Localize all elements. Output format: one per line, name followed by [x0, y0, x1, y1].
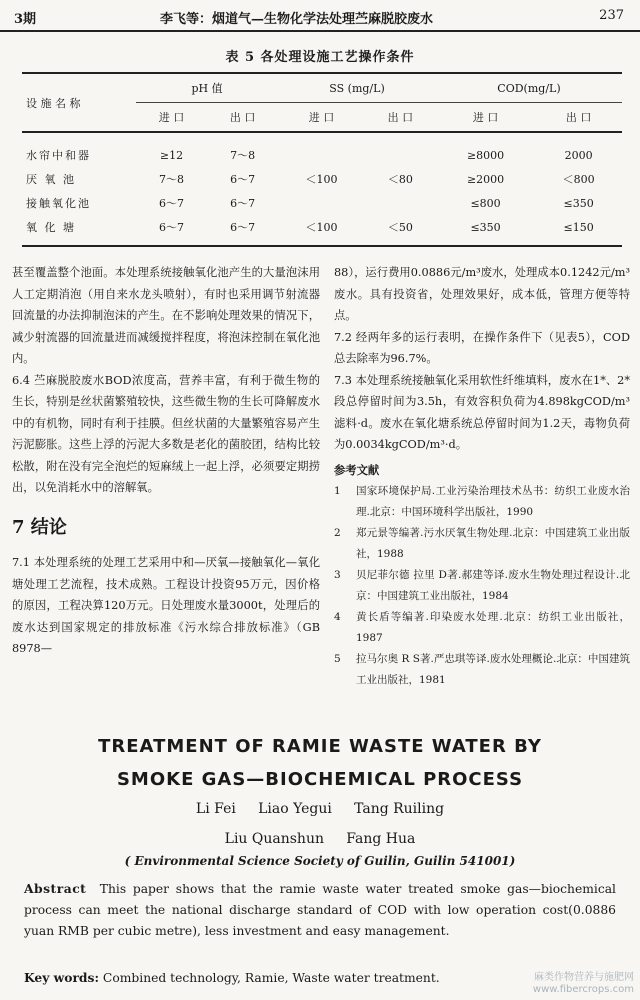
list-item [334, 607, 630, 649]
cell: 7～8 [230, 149, 256, 162]
body-paragraph: 88），运行费用0.0886元/m³废水，处理成本0.1242元/m³废水。具有投资省，处理效果好，成本低，管理方便等特点。 [334, 266, 630, 322]
body-paragraph: 甚至覆盖整个池面。本处理系统接触氧化池产生的大量泡沫用人工定期消泡（用自来水龙头喷射），有时也采用调节射流器回流量的办法抑制泡沫的产生。在不影响处理效果的情况下，减少射流器的回流量进而减缓搅拌程度，将泡沫控制在氧化池内。 [12, 266, 320, 365]
watermark [533, 972, 634, 996]
reference-text: 拉马尔奥 R S著.严忠琪等译.废水处理概论.北京：中国建筑工业出版社，1981 [356, 653, 630, 686]
col-header-cod: COD(mg/L) [436, 73, 622, 103]
watermark-line: www.fibercrops.com [532, 984, 634, 995]
reference-text: 黄长盾等编著.印染废水处理.北京：纺织工业出版社，1987 [356, 611, 630, 644]
cell: 厌 氧 池 [26, 173, 76, 186]
operating-conditions-table [22, 72, 622, 247]
reference-number: 2 [334, 527, 341, 539]
reference-number: 3 [334, 569, 341, 581]
reference-number: 4 [334, 611, 341, 623]
cell [365, 132, 436, 167]
sub-header: 出 口 [365, 103, 436, 133]
keywords-label: Key words: [24, 970, 99, 985]
cell: 6～7 [230, 197, 256, 210]
cell: 接触氧化池 [26, 197, 91, 210]
cell: ＜100 [305, 173, 338, 186]
abstract-label: Abstract [24, 881, 87, 896]
cell: ＜80 [387, 173, 413, 186]
table-row [22, 215, 622, 246]
keywords [24, 970, 616, 985]
cell: 6～7 [136, 215, 207, 246]
cell: 6～7 [207, 215, 278, 246]
cell: 7～8 [159, 173, 185, 186]
table-row [22, 167, 622, 191]
watermark-line: 麻类作物营养与施肥网 [534, 972, 634, 983]
cell: ＜50 [365, 215, 436, 246]
cell: ≤800 [470, 196, 501, 210]
col-header-facility: 设 施 名 称 [22, 73, 136, 132]
authors-line: Liu Quanshun Fang Hua [224, 831, 416, 847]
body-paragraph: 7.1 本处理系统的处理工艺采用中和—厌氧—接触氧化—氧化塘处理工艺流程，技术成熟。工程设计投资95万元，因价格的原因，工程决算120万元。日处理废水量3000t，处理后的废水达到国家规定的排放标准《污水综合排放标准》（GB 8978— [12, 556, 320, 655]
affiliation: ( Environmental Science Society of Guilin, Guilin 541001) [124, 854, 516, 868]
col-header-ph: pH 值 [136, 73, 278, 103]
cell: ≤150 [535, 215, 622, 246]
sub-header: 进 口 [278, 103, 365, 133]
cell: ≤350 [563, 196, 594, 210]
keywords-text: Combined technology, Ramie, Waste water treatment. [102, 971, 440, 985]
cell [365, 191, 436, 215]
cell: ＜800 [562, 173, 595, 186]
abstract [24, 878, 616, 942]
table-row [22, 191, 622, 215]
cell: 6～7 [159, 197, 185, 210]
cell: 2000 [564, 148, 593, 162]
page-number: 237 [599, 8, 624, 23]
list-item [334, 565, 630, 607]
cell [278, 132, 365, 167]
reference-number: 5 [334, 653, 341, 665]
cell: ≥8000 [466, 148, 505, 162]
reference-text: 贝尼菲尔德 拉里 D著.郝建等译.废水生物处理过程设计.北京：中国建筑工业出版社，1984 [356, 569, 630, 602]
english-title-line: SMOKE GAS—BIOCHEMICAL PROCESS [116, 769, 524, 790]
section-title-conclusion: 7 结论 [12, 516, 67, 538]
sub-header: 出 口 [207, 103, 278, 133]
cell: 水帘中和器 [26, 149, 91, 162]
english-title [0, 730, 640, 796]
cell: ≤350 [436, 215, 535, 246]
sub-header: 出 口 [535, 103, 622, 133]
sub-header: 进 口 [136, 103, 207, 133]
table-row [22, 132, 622, 167]
list-item [334, 649, 630, 691]
left-column [12, 262, 320, 660]
body-paragraph: 7.2 经两年多的运行表明，在操作条件下（见表5），COD总去除率为96.7%。 [334, 330, 630, 365]
reference-text: 郑元景等编著.污水厌氧生物处理.北京：中国建筑工业出版社，1988 [356, 527, 630, 560]
cell: 6～7 [230, 173, 256, 186]
cell: 氧 化 塘 [22, 215, 136, 246]
cell [278, 191, 365, 215]
english-title-line: TREATMENT OF RAMIE WASTE WATER BY [98, 736, 542, 757]
list-item [334, 481, 630, 523]
body-paragraph: 6.4 苎麻脱胶废水BOD浓度高，营养丰富，有利于微生物的生长，特别是丝状菌繁殖较快，这些微生物的生长可降解废水中的有机物，同时有利于挂膜。但丝状菌的大量繁殖容易产生污泥膨胀。这些上浮的污泥大多数是老化的菌胶团，结构比较松散，附在没有完全泡烂的短麻绒上一起上浮，必须要定期捞出，以免消耗水中的溶解氧。 [12, 373, 320, 494]
right-column [334, 262, 630, 691]
authors-line: Li Fei Liao Yegui Tang Ruiling [195, 801, 445, 817]
body-paragraph: 7.3 本处理系统接触氧化采用软性纤维填料，废水在1*、2*段总停留时间为3.5h，有效容积负荷为4.898kgCOD/m³滤料·d。废水在氧化塘系统总停留时间为1.2天，毒物负荷为0.0034kgCOD/m³·d。 [334, 373, 630, 451]
reference-list [334, 481, 630, 691]
references-title: 参考文献 [334, 462, 380, 477]
cell: ≥12 [159, 148, 184, 162]
reference-number: 1 [334, 485, 341, 497]
cell: ＜100 [278, 215, 365, 246]
list-item [334, 523, 630, 565]
running-header [0, 0, 640, 32]
issue-label: 3期 [14, 12, 37, 27]
running-title: 李飞等：烟道气—生物化学法处理苎麻脱胶废水 [160, 12, 434, 27]
sub-header: 进 口 [436, 103, 535, 133]
cell: ≥2000 [466, 172, 505, 186]
author-list [0, 794, 640, 854]
reference-text: 国家环境保护局.工业污染治理技术丛书：纺织工业废水治理.北京：中国环境科学出版社，1990 [356, 485, 630, 518]
abstract-text: This paper shows that the ramie waste water treated smoke gas—biochemical process can meet the national discharge standard of COD with low operation cost(0.0886 yuan RMB per cubic metre), less investment and easy management. [24, 882, 616, 938]
col-header-ss: SS (mg/L) [278, 73, 436, 103]
table-caption: 表 5 各处理设施工艺操作条件 [225, 50, 415, 65]
